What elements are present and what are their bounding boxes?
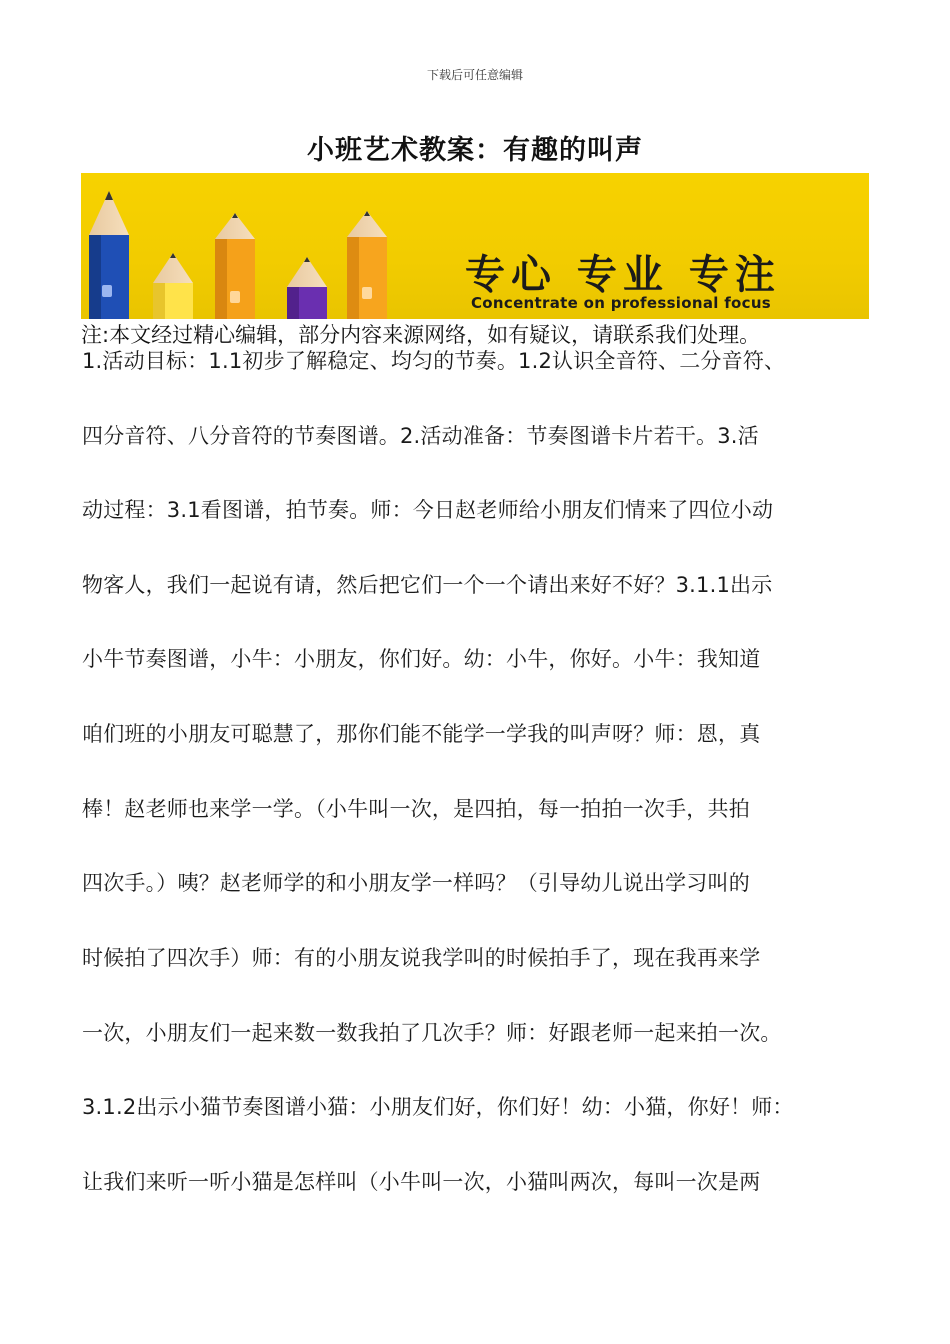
- pencil-yellow-icon: [153, 253, 193, 319]
- document-title: 小班艺术教案：有趣的叫声: [307, 135, 643, 166]
- body-text-line: 四分音符、八分音符的节奏图谱。2.活动准备：节奏图谱卡片若干。3.活: [82, 424, 759, 448]
- pencil-purple-icon: [287, 257, 327, 319]
- editorial-notice: 注:本文经过精心编辑，部分内容来源网络，如有疑议，请联系我们处理。: [81, 323, 761, 347]
- pencil-amber-icon: [347, 211, 387, 319]
- body-text-line: 动过程：3.1看图谱，拍节奏。师：今日赵老师给小朋友们情来了四位小动: [82, 498, 774, 522]
- body-text-line: 四次手。）咦？赵老师学的和小朋友学一样吗？（引导幼儿说出学习叫的: [82, 871, 750, 895]
- body-text-line: 3.1.2出示小猫节奏图谱小猫：小朋友们好，你们好！幼：小猫，你好！师：: [82, 1095, 794, 1119]
- pencil-blue-icon: [89, 191, 129, 319]
- body-text-line: 一次，小朋友们一起来数一数我拍了几次手？师：好跟老师一起来拍一次。: [82, 1021, 782, 1045]
- page-header-note: 下载后可任意编辑: [426, 68, 523, 82]
- body-text-line: 时候拍了四次手）师：有的小朋友说我学叫的时候拍手了，现在我再来学: [82, 946, 761, 970]
- body-text-line: 1.活动目标：1.1初步了解稳定、均匀的节奏。1.2认识全音符、二分音符、: [82, 349, 786, 373]
- banner-image: [81, 173, 869, 319]
- banner-slogan: 专心 专业 专注: [465, 252, 781, 298]
- body-text-line: 小牛节奏图谱，小牛：小朋友，你们好。幼：小牛，你好。小牛：我知道: [82, 647, 761, 671]
- body-text-line: 咱们班的小朋友可聪慧了，那你们能不能学一学我的叫声呀？师：恩，真: [82, 722, 761, 746]
- pencil-orange-icon: [215, 213, 255, 319]
- body-text-line: 让我们来听一听小猫是怎样叫（小牛叫一次，小猫叫两次，每叫一次是两: [82, 1170, 761, 1194]
- body-text-line: 棒！赵老师也来学一学。（小牛叫一次，是四拍，每一拍拍一次手，共拍: [82, 797, 750, 821]
- body-text-line: 物客人，我们一起说有请，然后把它们一个一个请出来好不好？3.1.1出示: [82, 573, 773, 597]
- banner-slogan-english: Concentrate on professional focus: [471, 294, 772, 312]
